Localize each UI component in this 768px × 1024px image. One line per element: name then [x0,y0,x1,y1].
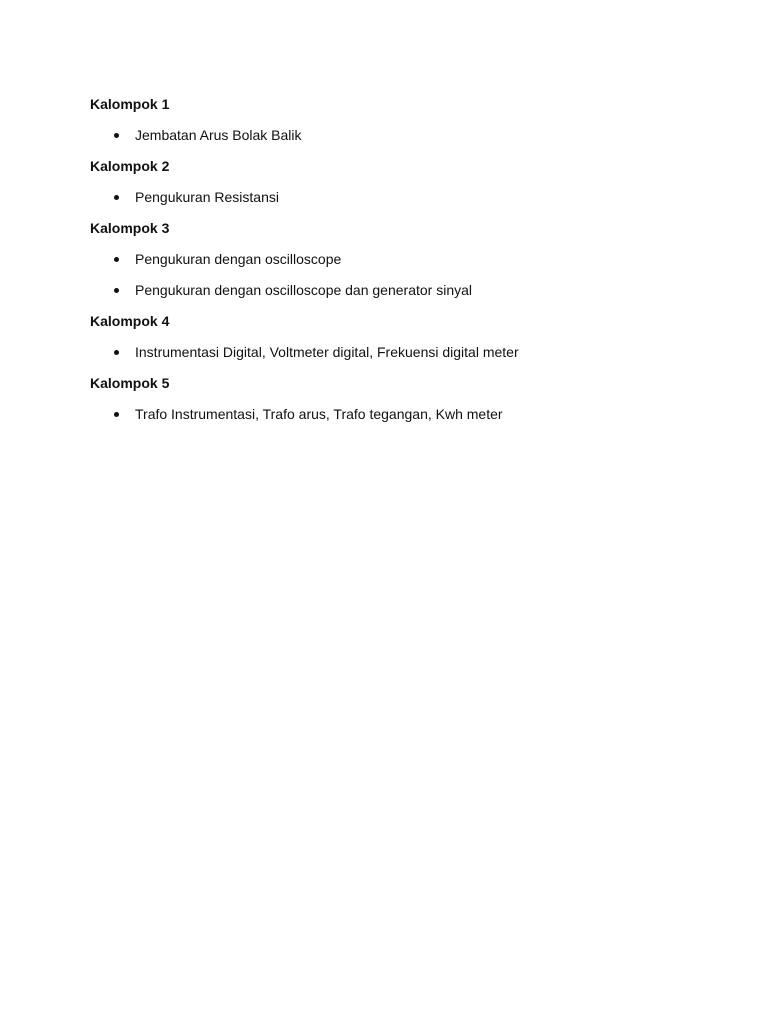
group-heading: Kalompok 3 [90,220,170,236]
list-item [90,404,690,424]
bullet-icon [114,412,119,417]
bullet-icon [114,195,119,200]
list-item-text: Jembatan Arus Bolak Balik [135,127,302,143]
bullet-icon [114,133,119,138]
list-item-text: Pengukuran dengan oscilloscope dan generator sinyal [135,282,473,298]
list-item [90,280,690,300]
bullet-icon [114,288,119,293]
group-1 [90,94,690,145]
list-item-text: Pengukuran dengan oscilloscope [135,251,342,267]
group-heading: Kalompok 4 [90,313,170,329]
list-item-text: Trafo Instrumentasi, Trafo arus, Trafo tegangan, Kwh meter [135,406,503,422]
bullet-icon [114,257,119,262]
group-5 [90,373,690,424]
group-3 [90,218,690,300]
group-list [90,94,690,435]
list-item-text: Pengukuran Resistansi [135,189,279,205]
group-heading: Kalompok 5 [90,375,170,391]
list-item [90,342,690,362]
group-2 [90,156,690,207]
bullet-icon [114,350,119,355]
group-heading: Kalompok 2 [90,158,170,174]
group-4 [90,311,690,362]
group-heading: Kalompok 1 [90,96,170,112]
list-item [90,187,690,207]
list-item-text: Instrumentasi Digital, Voltmeter digital, Frekuensi digital meter [135,344,519,360]
list-item [90,125,690,145]
list-item [90,249,690,269]
